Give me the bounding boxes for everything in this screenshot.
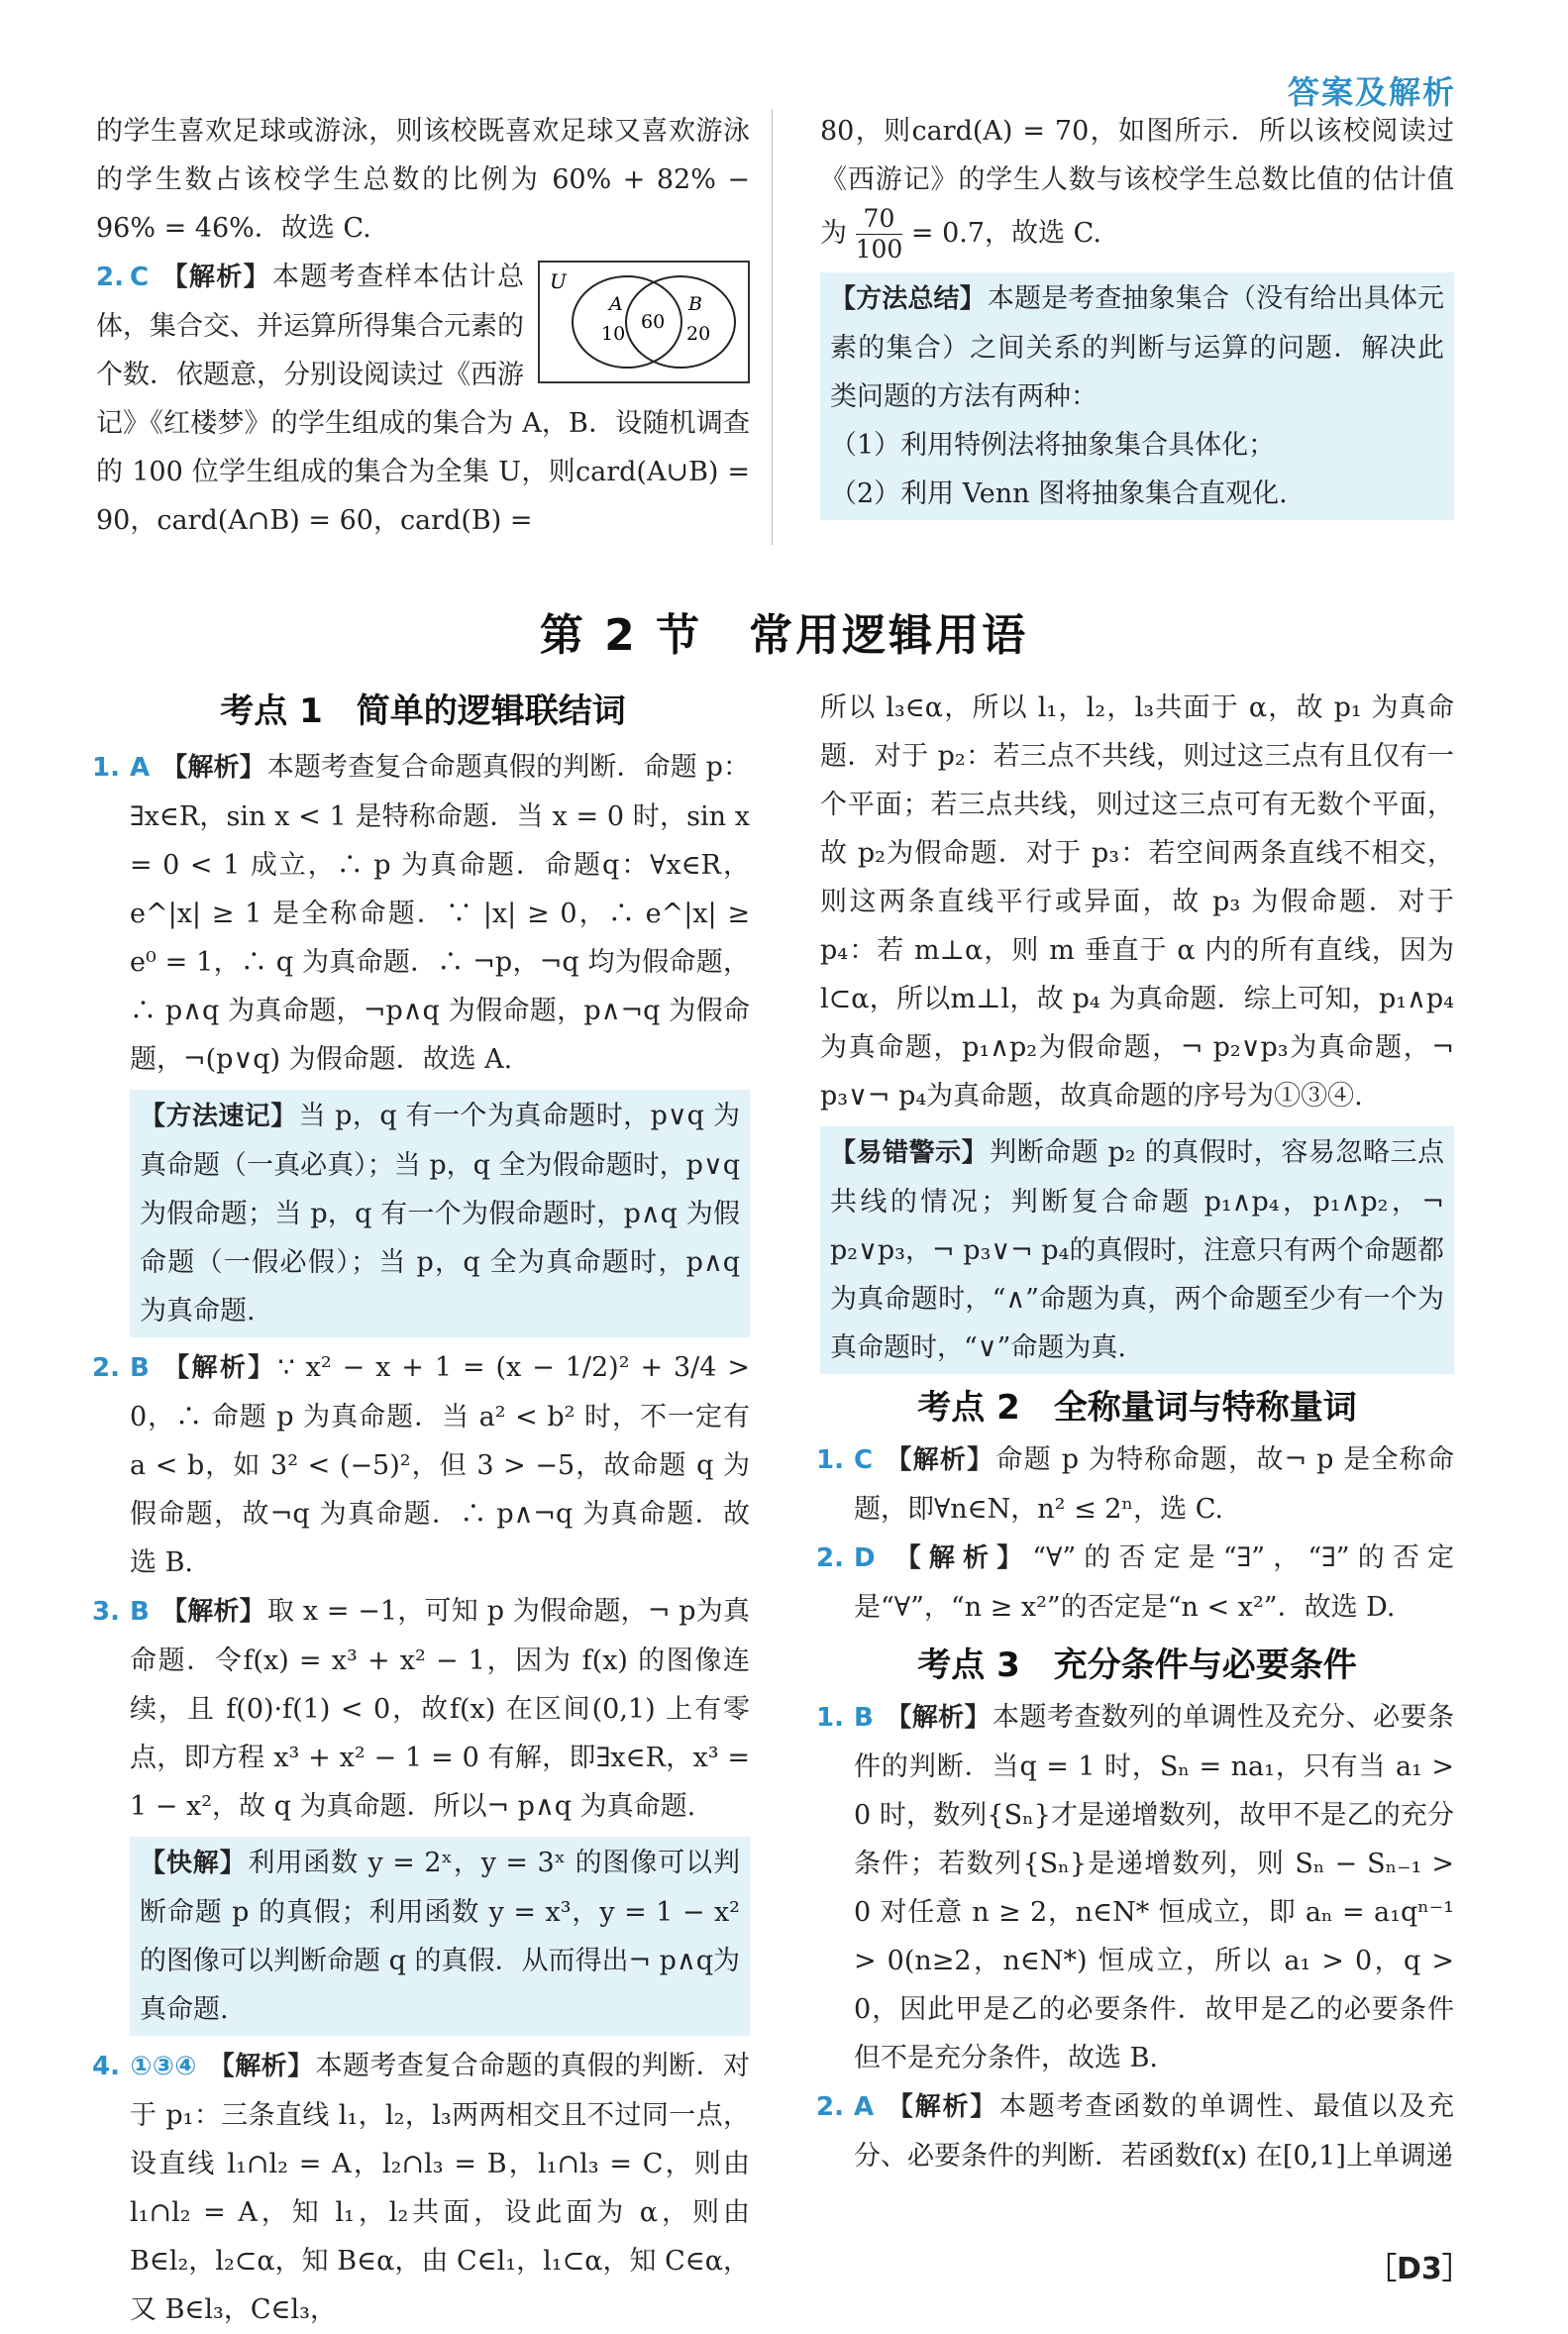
analysis-tag: 【解析】 (160, 263, 270, 292)
fraction-numerator: 70 (856, 204, 903, 235)
paragraph (820, 107, 1454, 265)
k3-q1 (816, 1693, 1454, 2082)
box-line-1: （1）利用特例法将抽象集合具体化； (830, 430, 1276, 461)
analysis-tag: 【解析】 (885, 1703, 992, 1733)
kaodian-2-title: 考点 2 全称量词与特称量词 (917, 1388, 1357, 1428)
header-title: 答案及解析 (1288, 73, 1457, 111)
venn-u-label: U (550, 269, 567, 293)
box-line-2: （2）利用 Venn 图将抽象集合直观化. (830, 478, 1288, 509)
paragraph: 所以 l₃∈α，所以 l₁，l₂，l₃共面于 α，故 p₁ 为真命题．对于 p₂：若三点不共线，则过这三点有且仅有一个平面；若三点共线，则过这三点可有无数个平面，故 p₂为假命题．对于 p₃：若空间两条直线不相交，则这两条直线平行或异面，故 p₃ 为假命题．对于 p₄：若 m⊥α，则 m 垂直于 α 内的所有直线，因为 l⊂α，所以m⊥l，故 p₄ 为真命题．综上可知，p₁∧p₄为真命题，p₁∧p₂为假命题，¬ p₂∨p₃为真命题，¬ p₃∨¬ p₄为真命题，故真命题的序号为①③④. (820, 692, 1454, 1112)
question-text: 命题 p 为特称命题，故¬ p 是全称命题，即∀n∈N，n² ≤ 2ⁿ，选 C. (854, 1444, 1454, 1525)
question-number: 4. (92, 2052, 120, 2081)
top-right-column (820, 107, 1454, 520)
analysis-tag: 【解析】 (161, 753, 265, 783)
q4 (92, 2042, 750, 2334)
q2 (92, 1343, 750, 1587)
kaodian-1-title: 考点 1 简单的逻辑联结词 (220, 691, 626, 731)
analysis-tag: 【解析】 (208, 2052, 314, 2081)
answer-letter: A (854, 2092, 875, 2122)
paragraph: 的学生喜欢足球或游泳，则该校既喜欢足球又喜欢游泳的学生数占该校学生总数的比例为 60% + 82% − 96% = 46%．故选 C. (96, 116, 750, 244)
box-tag: 【快解】 (140, 1849, 247, 1878)
question-text: ∵ x² − x + 1 = (x − 1/2)² + 3/4 > 0，∴ 命题 p 为真命题．当 a² < b² 时，不一定有 a < b，如 3² < (−5)²，但 3 > −5，故命题 q 为假命题，故¬q 为真命题．∴ p∧¬q 为真命题．故选 B. (130, 1352, 750, 1578)
answer-letter: C (130, 263, 150, 292)
question-text: 本题考查数列的单调性及充分、必要条件的判断．当q = 1 时，Sₙ = na₁，只有当 a₁ > 0 时，数列{Sₙ}才是递增数列，故甲不是乙的充分条件；若数列{Sₙ}是递增数列，则 Sₙ − Sₙ₋₁ > 0 对任意 n ≥ 2，n∈N* 恒成立，即 aₙ = a₁qⁿ⁻¹ > 0(n≥2，n∈N*) 恒成立，所以 a₁ > 0，q > 0，因此甲是乙的必要条件．故甲是乙的必要条件但不是充分条件，故选 B. (854, 1702, 1454, 2073)
kaodian-3-title: 考点 3 充分条件与必要条件 (917, 1645, 1357, 1685)
venn-b-label: B (688, 293, 702, 315)
analysis-tag: 【解析】 (160, 1597, 265, 1627)
question-number: 2. (96, 263, 124, 292)
left-column (92, 684, 750, 2334)
question-number: 1. (816, 1703, 844, 1733)
fraction-denominator: 100 (855, 235, 903, 264)
box-tag: 【方法总结】 (830, 284, 986, 314)
box-tag: 【易错警示】 (830, 1138, 989, 1168)
page-number: ［D3］ (1367, 2252, 1472, 2286)
top-left-column (96, 107, 750, 545)
question-2 (96, 253, 750, 545)
box-text: 本题是考查抽象集合（没有给出具体元素的集合）之间关系的判断与运算的问题．解决此类问题的方法有两种： (830, 283, 1444, 412)
paragraph-end: = 0.7，故选 C. (910, 218, 1101, 249)
question-number: 1. (816, 1445, 844, 1475)
question-number: 2. (816, 2092, 844, 2122)
method-summary-box (820, 272, 1454, 520)
answer-letter: B (854, 1703, 874, 1733)
venn-diagram (538, 261, 750, 383)
venn-a-value: 10 (601, 323, 626, 345)
section-title: 第 2 节 常用逻辑用语 (539, 610, 1029, 661)
question-text: 本题考查样本估计总体，集合交、并运算所得集合元素的个数．依题意，分别设阅读过《西游记》《红楼梦》的学生组成的集合为 A，B．设随机调查的 100 位学生组成的集合为全集 U，则card(A∪B) = 90，card(A∩B) = 60，card(B) = (96, 262, 750, 536)
method-quick-box (130, 1090, 750, 1337)
box-text: 判断命题 p₂ 的真假时，容易忽略三点共线的情况；判断复合命题 p₁∧p₄，p₁∧p₂，¬ p₂∨p₃，¬ p₃∨¬ p₄的真假时，注意只有两个命题都为真命题时，“∧”命题为真，两个命题至少有一个为真命题时，“∨”命题为真. (830, 1137, 1444, 1363)
box-text: 当 p，q 有一个为真命题时，p∨q 为真命题（一真必真）；当 p，q 全为假命题时，p∨q 为假命题；当 p，q 有一个为假命题时，p∧q 为假命题（一假必假）；当 p，q 全为真命题时，p∧q 为真命题. (140, 1101, 740, 1326)
answer-letter: A (130, 753, 151, 783)
question-number: 2. (92, 1353, 120, 1383)
fraction (856, 204, 903, 265)
analysis-tag: 【解析】 (886, 2092, 998, 2122)
quick-solution-box (130, 1837, 750, 2036)
answer-letter: C (854, 1445, 874, 1475)
question-number: 3. (92, 1597, 120, 1627)
question-text: 取 x = −1，可知 p 为假命题，¬ p为真命题．令f(x) = x³ + x² − 1，因为 f(x) 的图像连续，且 f(0)·f(1) < 0，故f(x) 在区间(0,1) 上有零点，即方程 x³ + x² − 1 = 0 有解，即∃x∈R，x³ = 1 − x²，故 q 为真命题．所以¬ p∧q 为真命题. (130, 1596, 750, 1822)
box-tag: 【方法速记】 (140, 1102, 297, 1131)
paragraph-text: 80，则card(A) = 70，如图所示．所以该校阅读过《西游记》的学生人数与该校学生总数比值的估计值为 (820, 116, 1454, 249)
k2-q2 (816, 1534, 1454, 1632)
venn-a-label: A (609, 293, 623, 315)
answer-letter: D (854, 1543, 876, 1573)
answer-letter: B (130, 1353, 150, 1383)
question-number: 2. (816, 1543, 844, 1573)
analysis-tag: 【解析】 (885, 1445, 994, 1475)
question-text: “∀”的否定是“∃”，“∃”的否定是“∀”，“n ≥ x²”的否定是“n < x²”．故选 D. (854, 1542, 1454, 1623)
question-text: 本题考查复合命题的真假的判断．对于 p₁：三条直线 l₁，l₂，l₃两两相交且不过同一点，设直线 l₁∩l₂ = A，l₂∩l₃ = B，l₁∩l₃ = C，则由 l₁∩l₂ = A，知 l₁，l₂共面，设此面为 α，则由 B∈l₂，l₂⊂α，知 B∈α，由 C∈l₁，l₁⊂α，知 C∈α，又 B∈l₃，C∈l₃， (130, 2051, 750, 2325)
question-number: 1. (92, 753, 120, 783)
right-column (816, 684, 1454, 2180)
column-divider (772, 109, 773, 545)
analysis-tag: 【解析】 (887, 1543, 1031, 1573)
question-text: 本题考查复合命题真假的判断．命题 p：∃x∈R，sin x < 1 是特称命题．当 x = 0 时，sin x = 0 < 1 成立，∴ p 为真命题．命题q：∀x∈R，e^|x| ≥ 1 是全称命题．∵ |x| ≥ 0，∴ e^|x| ≥ e⁰ = 1，∴ q 为真命题．∴ ¬p，¬q 均为假命题，∴ p∧q 为真命题，¬p∧q 为假命题，p∧¬q 为假命题，¬(p∨q) 为假命题．故选 A. (130, 752, 750, 1075)
box-text: 利用函数 y = 2ˣ，y = 3ˣ 的图像可以判断命题 p 的真假；利用函数 y = x³，y = 1 − x² 的图像可以判断命题 q 的真假．从而得出¬ p∧q为真命题. (140, 1848, 740, 2025)
analysis-tag: 【解析】 (160, 1353, 276, 1383)
k3-q2 (816, 2082, 1454, 2180)
question-text: 本题考查函数的单调性、最值以及充分、必要条件的判断．若函数f(x) 在[0,1]上单调递 (854, 2091, 1454, 2172)
answer-letter: B (130, 1597, 150, 1627)
q1 (92, 743, 750, 1084)
venn-b-value: 20 (686, 323, 711, 345)
k2-q1 (816, 1435, 1454, 1534)
venn-intersection-value: 60 (641, 311, 666, 333)
q3 (92, 1587, 750, 1831)
answer-letter: ①③④ (130, 2052, 197, 2081)
error-warning-box (820, 1126, 1454, 1374)
